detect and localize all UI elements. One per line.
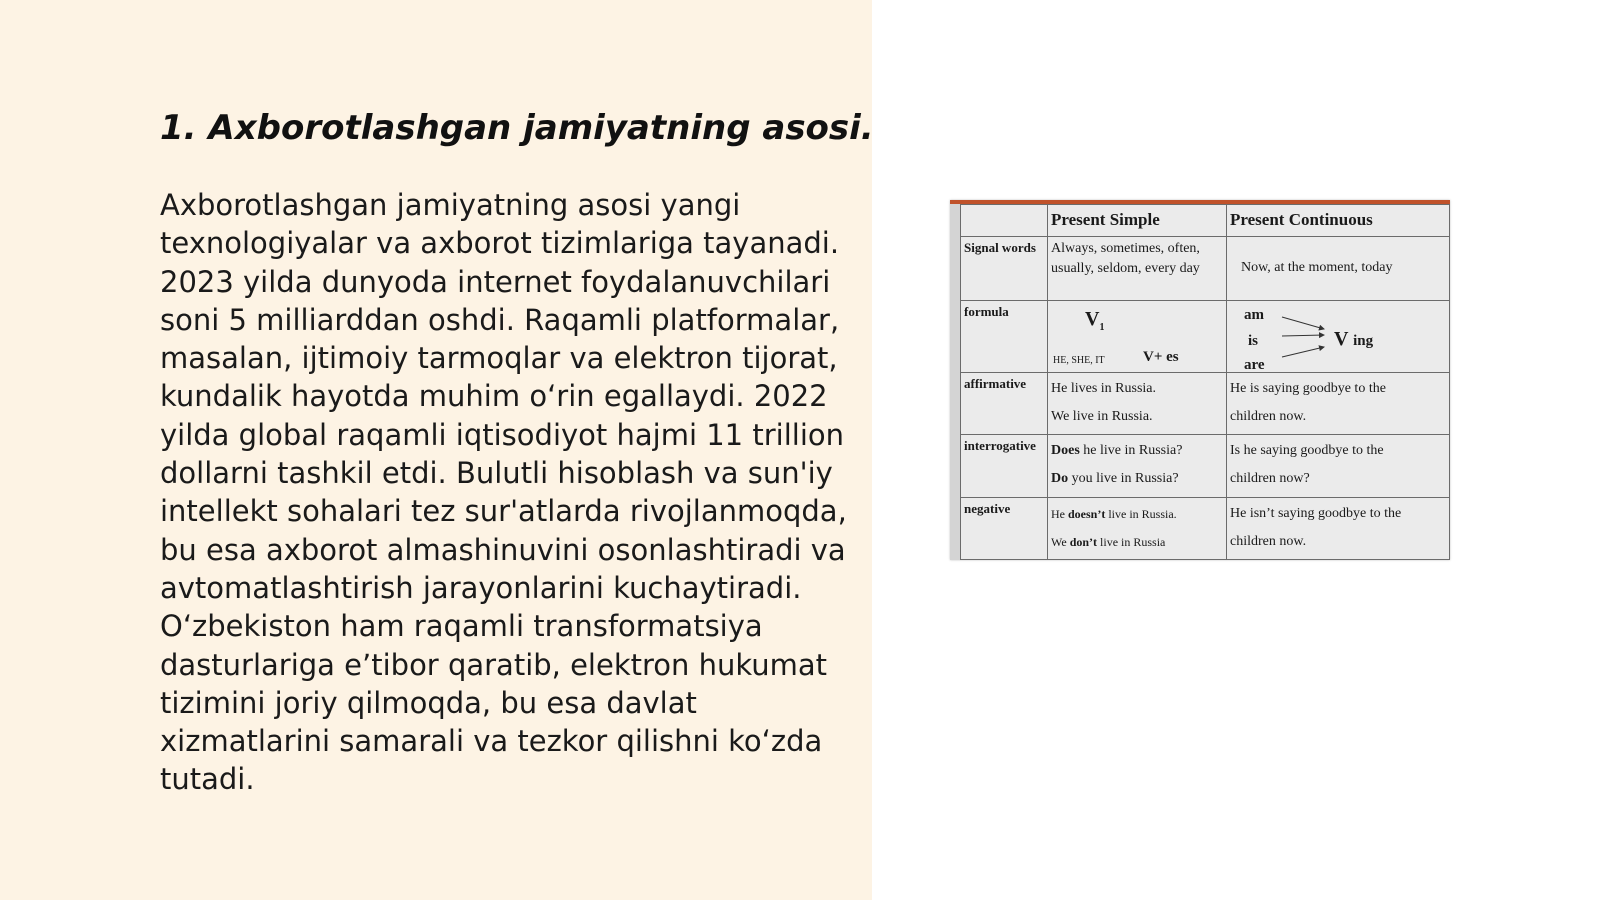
row-label-negative: negative xyxy=(961,497,1048,559)
row-label-interrogative: interrogative xyxy=(961,435,1048,497)
formula-continuous xyxy=(1227,300,1450,372)
row-label-affirmative: affirmative xyxy=(961,373,1048,435)
formula-v-es: V+ es xyxy=(1143,348,1179,365)
table-row-signal-words xyxy=(961,236,1450,300)
interrogative-cont-line-2: children now? xyxy=(1230,471,1310,487)
formula-v1: $V_1$ xyxy=(1085,307,1105,333)
table-row-negative xyxy=(961,497,1450,559)
header-present-continuous: Present Continuous xyxy=(1227,205,1450,237)
formula-are: are xyxy=(1244,356,1265,373)
negative-continuous xyxy=(1227,497,1450,559)
table-row-interrogative xyxy=(961,435,1450,497)
row-label-formula: formula xyxy=(961,300,1048,372)
formula-v-ing: V ing xyxy=(1334,327,1374,350)
formula-subjects: HE, SHE, IT xyxy=(1053,354,1105,366)
signal-words-continuous: Now, at the moment, today xyxy=(1227,236,1450,300)
affirmative-cont-line-1: He is saying goodbye to the xyxy=(1230,381,1386,397)
interrogative-cont-line-1: Is he saying goodbye to the xyxy=(1230,443,1384,459)
formula-simple xyxy=(1048,300,1227,372)
interrogative-simple-line-2: Do you live in Russia? xyxy=(1051,471,1179,487)
negative-cont-line-1: He isn’t saying goodbye to the xyxy=(1230,505,1402,521)
interrogative-continuous xyxy=(1227,435,1450,497)
grammar-table-image xyxy=(950,200,1450,560)
signal-words-simple: Always, sometimes, often, usually, seldom, every day xyxy=(1048,236,1227,300)
formula-arrows-icon xyxy=(1280,309,1330,361)
formula-am: am xyxy=(1244,306,1264,323)
header-empty-cell xyxy=(961,205,1048,237)
affirmative-simple-line-1: He lives in Russia. xyxy=(1051,381,1156,397)
negative-simple xyxy=(1048,497,1227,559)
affirmative-simple-line-2: We live in Russia. xyxy=(1051,409,1153,425)
table-row-affirmative xyxy=(961,373,1450,435)
table-row-formula xyxy=(961,300,1450,372)
slide-body-text: Axborotlashgan jamiyatning asosi yangi texnologiyalar va axborot tizimlariga tayanadi. 2023 yilda dunyoda internet foydalanuvchilari soni 5 milliarddan oshdi. Raqamli platformalar, masalan, ijtimoiy tarmoqlar va elektron tijorat, kundalik hayotda muhim oʻrin egallaydi. 2022 yilda global raqamli iqtisodiyot hajmi 11 trillion dollarni tashkil etdi. Bulutli hisoblash va sun'iy intellekt sohalari tez sur'atlarda rivojlanmoqda, bu esa axborot almashinuvini osonlashtiradi va avtomatlashtirish jarayonlarini kuchaytiradi. Oʻzbekiston ham raqamli transformatsiya dasturlariga eʼtibor qaratib, elektron hukumat tizimini joriy qilmoqda, bu esa davlat xizmatlarini samarali va tezkor qilishni koʻzda tutadi. xyxy=(160,188,847,797)
affirmative-simple xyxy=(1048,373,1227,435)
affirmative-continuous xyxy=(1227,373,1450,435)
header-present-simple: Present Simple xyxy=(1048,205,1227,237)
interrogative-simple-line-1: Does he live in Russia? xyxy=(1051,443,1183,459)
table-header-row xyxy=(961,205,1450,237)
negative-simple-line-2: We don’t live in Russia xyxy=(1051,534,1166,549)
negative-cont-line-2: children now. xyxy=(1230,533,1307,549)
interrogative-simple xyxy=(1048,435,1227,497)
negative-simple-line-1: He doesn’t live in Russia. xyxy=(1051,506,1177,521)
slide-title: 1. Axborotlashgan jamiyatning asosi. xyxy=(160,108,874,148)
formula-is: is xyxy=(1248,332,1259,349)
affirmative-cont-line-2: children now. xyxy=(1230,409,1307,425)
grammar-table xyxy=(960,204,1450,560)
row-label-signal-words: Signal words xyxy=(961,236,1048,300)
